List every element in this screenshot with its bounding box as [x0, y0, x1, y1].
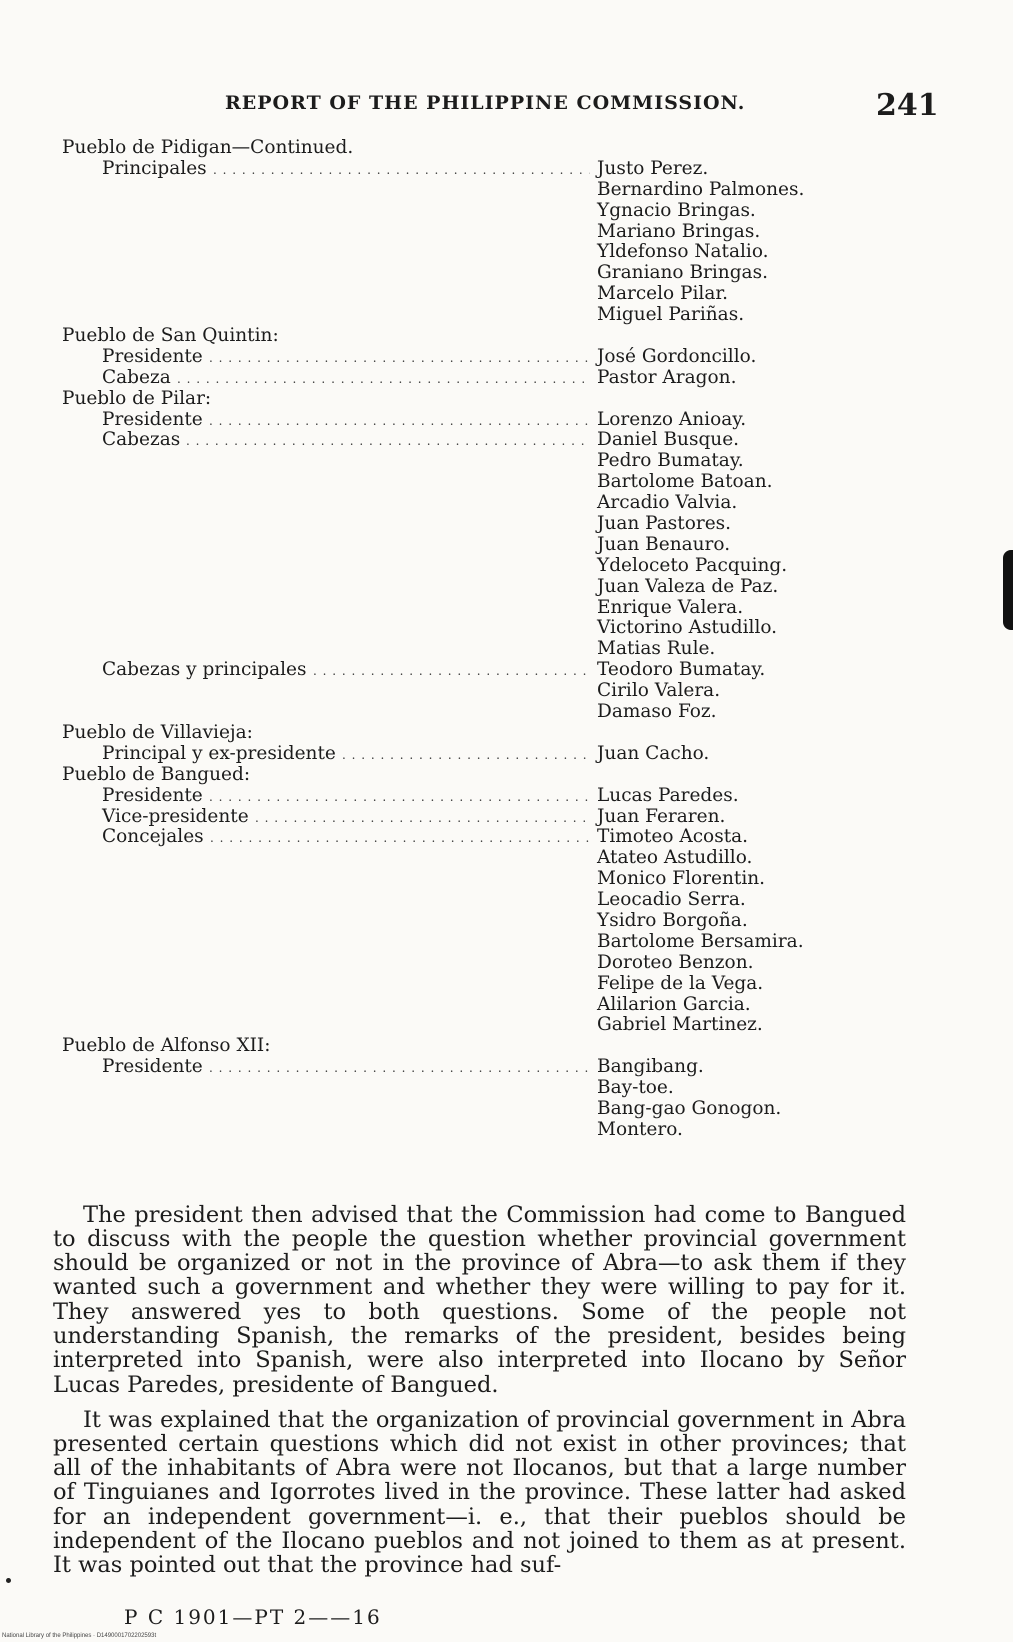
office-title: Presidente [102, 1056, 203, 1078]
office-title: Cabezas [102, 429, 181, 451]
dot-leader [209, 786, 590, 807]
official-name: Juan Feraren. [597, 805, 726, 827]
running-title: REPORT OF THE PHILIPPINE COMMISSION. [225, 92, 746, 114]
pueblo-heading: Pueblo de Pidigan—Continued. [62, 137, 354, 158]
official-name: Felipe de la Vega. [597, 972, 764, 994]
official-name: Miguel Pariñas. [597, 304, 745, 326]
name-row [0, 180, 1013, 201]
official-name: Juan Benauro. [597, 533, 731, 555]
name-row [0, 932, 1013, 953]
name-row [0, 1015, 1013, 1036]
name-row [0, 1078, 1013, 1099]
pueblo-heading-row [0, 138, 1013, 159]
official-name: Justo Perez. [597, 157, 709, 179]
dot-leader [186, 430, 590, 451]
pueblo-heading: Pueblo de Bangued: [62, 763, 251, 785]
official-name: José Gordoncillo. [597, 345, 757, 367]
dot-leader [210, 827, 590, 848]
official-name: Enrique Valera. [597, 596, 744, 618]
office-row [0, 1057, 1013, 1078]
body-paragraph: The president then advised that the Commission had come to Bangued to discuss with the people the question whether provincial government should be organized or not in the province of Abra—to ask them if they wanted such a government and whether they were willing to pay for it. They answered yes to both questions. Some of the people not understanding Spanish, the remarks of the president, besides being interpreted into Spanish, were also interpreted into Ilocano by Señor Lucas Paredes, presidente of Bangued. [53, 1201, 906, 1398]
official-name: Bernardino Palmones. [597, 178, 805, 200]
office-title: Principal y ex-presidente [102, 742, 336, 764]
dot-leader [342, 744, 590, 765]
official-name: Lucas Paredes. [597, 784, 739, 806]
office-row [0, 807, 1013, 828]
name-row [0, 1120, 1013, 1141]
name-row [0, 222, 1013, 243]
pueblo-heading: Pueblo de Alfonso XII: [62, 1035, 271, 1057]
official-name: Yldefonso Natalio. [597, 241, 769, 263]
official-name: Gabriel Martinez. [597, 1014, 763, 1036]
official-name: Arcadio Valvia. [597, 492, 738, 514]
pueblo-heading-row [0, 389, 1013, 410]
official-name: Pastor Aragon. [597, 366, 737, 388]
name-row [0, 974, 1013, 995]
dot-leader [209, 1057, 590, 1078]
official-name: Bang-gao Gonogon. [597, 1097, 782, 1119]
name-row [0, 598, 1013, 619]
official-name: Monico Florentin. [597, 868, 766, 890]
printer-signature-mark: P C 1901—PT 2——16 [124, 1605, 382, 1629]
name-row [0, 535, 1013, 556]
pueblo-heading-row [0, 1036, 1013, 1057]
official-name: Marcelo Pilar. [597, 283, 729, 305]
office-row [0, 430, 1013, 451]
name-row [0, 284, 1013, 305]
official-name: Bartolome Bersamira. [597, 930, 804, 952]
office-row [0, 744, 1013, 765]
official-name: Bangibang. [597, 1056, 704, 1078]
name-row [0, 472, 1013, 493]
name-row [0, 514, 1013, 535]
official-name: Bay-toe. [597, 1077, 674, 1099]
official-name: Graniano Bringas. [597, 262, 768, 284]
name-row [0, 911, 1013, 932]
office-title: Presidente [102, 784, 203, 806]
office-row [0, 368, 1013, 389]
official-name: Teodoro Bumatay. [597, 659, 766, 681]
official-name: Montero. [597, 1118, 683, 1140]
name-row [0, 263, 1013, 284]
office-row [0, 786, 1013, 807]
page-edge-shadow [1003, 550, 1013, 630]
name-row [0, 451, 1013, 472]
official-name: Timoteo Acosta. [597, 826, 749, 848]
pueblo-heading: Pueblo de Pilar: [62, 387, 212, 409]
official-name: Bartolome Batoan. [597, 471, 773, 493]
office-title: Presidente [102, 408, 203, 430]
name-row [0, 890, 1013, 911]
name-row [0, 702, 1013, 723]
office-row [0, 827, 1013, 848]
official-name: Juan Valeza de Paz. [597, 575, 779, 597]
name-row [0, 577, 1013, 598]
dot-leader [209, 410, 590, 431]
name-row [0, 869, 1013, 890]
pueblo-heading-row [0, 326, 1013, 347]
official-name: Matias Rule. [597, 638, 716, 660]
body-paragraph: It was explained that the organization of provincial government in Abra presented certain questions which did not exist in other provinces; that all of the inhabitants of Abra were not Ilocanos, but that a large number of Tinguianes and Igorrotes lived in the province. These latter had asked for an independent government—i. e., that their pueblos should be independent of the Ilocano pueblos and not joined to them as at present. It was pointed out that the province had suf- [53, 1406, 906, 1579]
office-title: Cabeza [102, 366, 171, 388]
ink-dot [6, 1578, 11, 1583]
official-name: Atateo Astudillo. [597, 847, 753, 869]
official-name: Ygnacio Bringas. [597, 199, 756, 221]
official-name: Doroteo Benzon. [597, 951, 754, 973]
name-row [0, 1099, 1013, 1120]
pueblo-heading: Pueblo de Villavieja: [62, 721, 253, 743]
dot-leader [209, 347, 590, 368]
name-row [0, 305, 1013, 326]
name-row [0, 995, 1013, 1016]
name-row [0, 242, 1013, 263]
official-name: Ydeloceto Pacquing. [597, 554, 788, 576]
official-name: Alilarion Garcia. [597, 993, 751, 1015]
office-row [0, 347, 1013, 368]
official-name: Cirilo Valera. [597, 680, 721, 702]
name-row [0, 556, 1013, 577]
name-row [0, 201, 1013, 222]
office-title: Concejales [102, 826, 204, 848]
pueblo-heading-row [0, 765, 1013, 786]
name-row [0, 639, 1013, 660]
official-name: Ysidro Borgoña. [597, 909, 748, 931]
official-name: Damaso Foz. [597, 701, 717, 723]
name-row [0, 848, 1013, 869]
office-row [0, 410, 1013, 431]
official-name: Leocadio Serra. [597, 889, 746, 911]
pueblo-heading-row [0, 723, 1013, 744]
office-title: Cabezas y principales [102, 659, 307, 681]
office-title: Vice-presidente [102, 805, 249, 827]
official-name: Pedro Bumatay. [597, 450, 744, 472]
office-title: Presidente [102, 345, 203, 367]
name-row [0, 681, 1013, 702]
office-row [0, 159, 1013, 180]
scan-credit: National Library of the Philippines · D1490001702202593t [2, 1633, 157, 1639]
official-name: Lorenzo Anioay. [597, 408, 747, 430]
dot-leader [177, 368, 590, 389]
page-number: 241 [876, 88, 939, 123]
official-roster [0, 138, 1013, 1141]
office-title: Principales [102, 157, 207, 179]
official-name: Victorino Astudillo. [597, 617, 778, 639]
official-name: Juan Pastores. [597, 513, 732, 535]
dot-leader [213, 159, 590, 180]
pueblo-heading: Pueblo de San Quintin: [62, 325, 279, 347]
official-name: Daniel Busque. [597, 429, 740, 451]
official-name: Juan Cacho. [597, 742, 710, 764]
name-row [0, 618, 1013, 639]
name-row [0, 953, 1013, 974]
office-row [0, 660, 1013, 681]
name-row [0, 493, 1013, 514]
official-name: Mariano Bringas. [597, 220, 761, 242]
dot-leader [313, 660, 590, 681]
dot-leader [255, 807, 590, 828]
